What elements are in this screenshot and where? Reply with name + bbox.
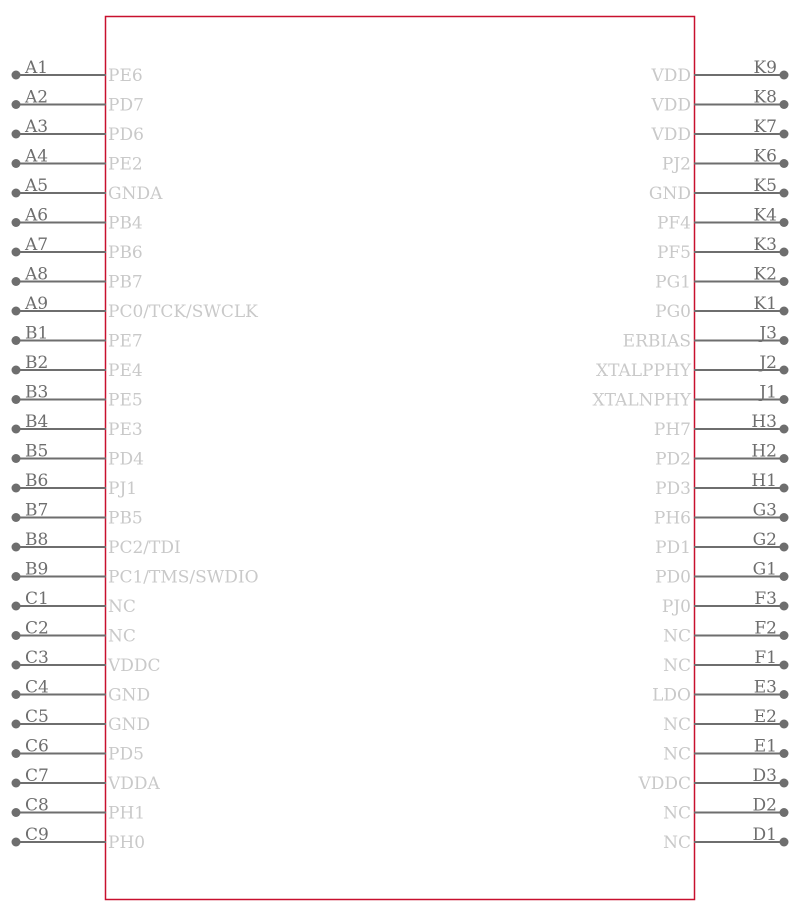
pin-name: PH6 (653, 508, 691, 529)
pin-end-dot (780, 602, 789, 611)
pin-end-dot (780, 100, 789, 109)
pin-number: E1 (753, 736, 777, 757)
pin-c3 (12, 648, 161, 676)
pin-k4 (657, 206, 789, 234)
pin-b5 (12, 442, 144, 470)
pin-name: PC2/TDI (108, 538, 181, 558)
pin-number: B4 (25, 412, 49, 432)
pin-end-dot (12, 189, 21, 198)
pin-end-dot (780, 808, 789, 817)
pin-end-dot (12, 779, 21, 788)
pin-end-dot (780, 218, 789, 227)
pin-name: PB7 (108, 272, 143, 293)
pin-end-dot (780, 838, 789, 847)
pin-end-dot (780, 690, 789, 699)
pin-h1 (655, 471, 788, 499)
pin-number: B2 (25, 353, 49, 373)
pin-name: PE6 (108, 66, 143, 86)
pin-number: K9 (753, 58, 777, 78)
pin-number: H1 (751, 471, 777, 491)
pin-name: PF4 (656, 213, 691, 234)
pin-end-dot (780, 631, 789, 640)
pin-name: PD0 (655, 567, 691, 588)
pin-c5 (12, 707, 151, 735)
pin-name: PB4 (108, 213, 143, 234)
pin-b2 (12, 353, 143, 381)
pin-number: A1 (25, 58, 49, 78)
pin-name: PH0 (108, 833, 146, 853)
pin-d3 (637, 766, 788, 794)
pin-b8 (12, 530, 181, 558)
pin-name: NC (663, 656, 691, 676)
pin-number: K5 (753, 176, 777, 196)
pin-number: G2 (752, 530, 777, 550)
pin-end-dot (12, 366, 21, 375)
pin-number: B6 (25, 471, 49, 491)
pin-a3 (12, 117, 144, 145)
pin-end-dot (12, 336, 21, 345)
pin-name: LDO (652, 685, 691, 706)
pin-k8 (650, 88, 788, 116)
pin-number: A8 (25, 264, 49, 285)
pin-end-dot (12, 572, 21, 581)
pin-name: PG1 (655, 272, 691, 293)
pin-number: D2 (752, 795, 777, 816)
pin-number: E2 (753, 707, 777, 727)
pin-name: PJ0 (661, 597, 691, 617)
pin-number: B5 (25, 441, 49, 462)
pin-end-dot (12, 218, 21, 227)
right-pin-column (593, 58, 789, 853)
pin-end-dot (12, 838, 21, 847)
pin-c2 (12, 619, 136, 647)
pin-f2 (663, 619, 788, 647)
pin-k6 (662, 147, 789, 175)
pin-end-dot (12, 71, 21, 80)
pin-b1 (12, 324, 143, 352)
pin-a7 (12, 235, 143, 263)
pin-number: C3 (25, 648, 49, 668)
pin-end-dot (780, 454, 789, 463)
pin-end-dot (12, 749, 21, 758)
pin-number: C6 (25, 736, 49, 757)
pin-number: A3 (25, 117, 49, 137)
pin-end-dot (12, 808, 21, 817)
component-body (106, 17, 695, 900)
pin-c4 (12, 678, 151, 706)
pin-number: H2 (751, 441, 777, 462)
pin-name: PB6 (108, 243, 143, 263)
pin-g1 (655, 560, 788, 588)
pin-d2 (663, 796, 788, 824)
pin-number: B8 (25, 530, 49, 550)
pin-name: PD7 (108, 95, 144, 116)
pin-a1 (12, 58, 143, 86)
pin-number: C2 (25, 618, 49, 639)
pin-end-dot (12, 395, 21, 404)
pin-k1 (655, 294, 788, 322)
pin-name: NC (663, 715, 691, 735)
pin-g3 (654, 501, 789, 529)
pin-c1 (12, 589, 136, 617)
pin-k9 (650, 58, 788, 86)
pin-name: NC (663, 626, 691, 647)
pin-b3 (12, 383, 143, 411)
pin-name: GND (648, 184, 691, 204)
pin-name: VDDA (108, 774, 160, 794)
pin-number: C1 (25, 589, 49, 609)
pin-number: F3 (754, 589, 777, 609)
pin-end-dot (780, 336, 789, 345)
pin-end-dot (780, 572, 789, 581)
pin-number: A7 (25, 235, 49, 255)
pin-number: F2 (754, 618, 777, 639)
pin-end-dot (780, 277, 789, 286)
pin-name: PD1 (655, 538, 691, 558)
pin-name: PD5 (108, 744, 144, 765)
pin-b7 (12, 501, 143, 529)
pin-end-dot (780, 395, 789, 404)
pin-c9 (12, 825, 146, 853)
pin-number: H3 (751, 412, 777, 432)
pin-name: PD3 (655, 479, 691, 499)
pin-name: VDDC (108, 656, 161, 676)
pin-f3 (662, 589, 789, 617)
pin-name: PD2 (655, 449, 691, 470)
pin-number: B3 (25, 382, 49, 403)
pin-name: XTALPPHY (595, 361, 691, 381)
pin-f1 (663, 648, 788, 676)
pin-g2 (655, 530, 788, 558)
pin-name: PD4 (108, 449, 144, 470)
pin-end-dot (780, 543, 789, 552)
pin-name: ERBIAS (622, 331, 691, 352)
pin-number: K1 (753, 294, 777, 314)
pin-name: PE2 (108, 154, 143, 175)
pin-a8 (12, 265, 143, 293)
pin-name: NC (663, 744, 691, 765)
pin-number: K8 (753, 87, 777, 108)
pin-number: A6 (25, 205, 49, 226)
pin-number: J2 (759, 353, 777, 373)
pin-end-dot (12, 690, 21, 699)
pin-end-dot (12, 661, 21, 670)
pin-b4 (12, 412, 143, 440)
pin-c6 (12, 737, 144, 765)
pin-number: B1 (25, 323, 49, 344)
pin-a9 (12, 294, 259, 322)
pin-number: A4 (25, 146, 49, 167)
pin-end-dot (12, 484, 21, 493)
pin-name: NC (108, 597, 136, 617)
pin-end-dot (12, 602, 21, 611)
pin-e3 (652, 678, 788, 706)
pin-end-dot (12, 454, 21, 463)
pin-number: G3 (752, 500, 777, 521)
pin-name: PC0/TCK/SWCLK (108, 302, 258, 322)
pin-end-dot (12, 307, 21, 316)
pin-name: PG0 (655, 302, 691, 322)
pin-d1 (663, 825, 788, 853)
pin-name: PE5 (108, 390, 143, 411)
pin-name: PE4 (108, 361, 143, 381)
pin-end-dot (12, 425, 21, 434)
pin-number: A2 (25, 87, 49, 108)
pin-k7 (650, 117, 788, 145)
pin-end-dot (12, 513, 21, 522)
pin-end-dot (12, 130, 21, 139)
pin-name: PJ2 (661, 154, 691, 175)
pin-name: VDD (651, 125, 691, 145)
pin-number: A5 (25, 176, 49, 196)
pin-name: NC (663, 803, 691, 824)
pin-name: PE7 (108, 331, 143, 352)
pin-end-dot (780, 779, 789, 788)
pin-c8 (12, 796, 146, 824)
pin-name: NC (108, 626, 136, 647)
pin-number: J3 (759, 323, 777, 344)
pin-name: GND (108, 715, 151, 735)
pin-end-dot (12, 277, 21, 286)
pin-a6 (12, 206, 143, 234)
pin-name: VDD (651, 66, 691, 86)
pin-end-dot (780, 71, 789, 80)
pin-end-dot (780, 159, 789, 168)
pin-name: PJ1 (108, 479, 138, 499)
pin-name: XTALNPHY (592, 390, 691, 411)
pin-end-dot (12, 543, 21, 552)
pin-name: PE3 (108, 420, 143, 440)
pin-name: NC (663, 833, 691, 853)
pin-j3 (623, 324, 789, 352)
pin-j1 (593, 383, 789, 411)
pin-end-dot (780, 720, 789, 729)
pin-e1 (663, 737, 788, 765)
pin-number: D3 (752, 766, 777, 786)
pin-number: C5 (25, 707, 49, 727)
pin-number: K6 (753, 146, 777, 167)
pin-number: J1 (759, 382, 777, 403)
pin-name: VDD (651, 95, 691, 116)
pin-end-dot (780, 248, 789, 257)
pin-number: F1 (754, 648, 777, 668)
pin-name: PH1 (108, 803, 146, 824)
pin-end-dot (780, 749, 789, 758)
pin-number: G1 (752, 559, 777, 580)
pin-b6 (12, 471, 138, 499)
pin-k5 (649, 176, 789, 204)
pin-a2 (12, 88, 144, 116)
pin-e2 (663, 707, 788, 735)
pin-name: PH7 (653, 420, 691, 440)
pin-name: PF5 (656, 243, 691, 263)
pin-c7 (12, 766, 161, 794)
pin-end-dot (12, 100, 21, 109)
pin-end-dot (12, 159, 21, 168)
pin-end-dot (780, 366, 789, 375)
pin-number: B9 (25, 559, 49, 580)
pin-a5 (12, 176, 164, 204)
pin-number: E3 (753, 677, 777, 698)
pin-b9 (12, 560, 259, 588)
pin-j2 (596, 353, 789, 381)
pin-number: K4 (753, 205, 777, 226)
pin-end-dot (12, 720, 21, 729)
pin-number: C8 (25, 795, 49, 816)
pin-name: GNDA (108, 184, 163, 204)
pin-end-dot (780, 484, 789, 493)
pin-number: K7 (753, 117, 777, 137)
pin-a4 (12, 147, 143, 175)
pin-end-dot (12, 248, 21, 257)
pin-k2 (655, 265, 788, 293)
pin-end-dot (780, 189, 789, 198)
pin-number: A9 (25, 294, 49, 314)
pin-name: PB5 (108, 508, 143, 529)
pin-number: C4 (25, 677, 49, 698)
pin-number: D1 (752, 825, 777, 845)
left-pin-column (12, 58, 259, 853)
pin-number: B7 (25, 500, 49, 521)
pin-number: C9 (25, 825, 49, 845)
pin-end-dot (12, 631, 21, 640)
pin-end-dot (780, 661, 789, 670)
pin-name: PC1/TMS/SWDIO (108, 567, 259, 588)
pin-h3 (654, 412, 789, 440)
pin-name: GND (108, 685, 151, 706)
pin-end-dot (780, 425, 789, 434)
pin-end-dot (780, 307, 789, 316)
pin-name: VDDC (638, 774, 691, 794)
pin-name: PD6 (108, 125, 144, 145)
pin-end-dot (780, 513, 789, 522)
pin-number: C7 (25, 766, 49, 786)
pin-k3 (657, 235, 789, 263)
pin-h2 (655, 442, 788, 470)
pin-number: K3 (753, 235, 777, 255)
pin-number: K2 (753, 264, 777, 285)
pin-end-dot (780, 130, 789, 139)
